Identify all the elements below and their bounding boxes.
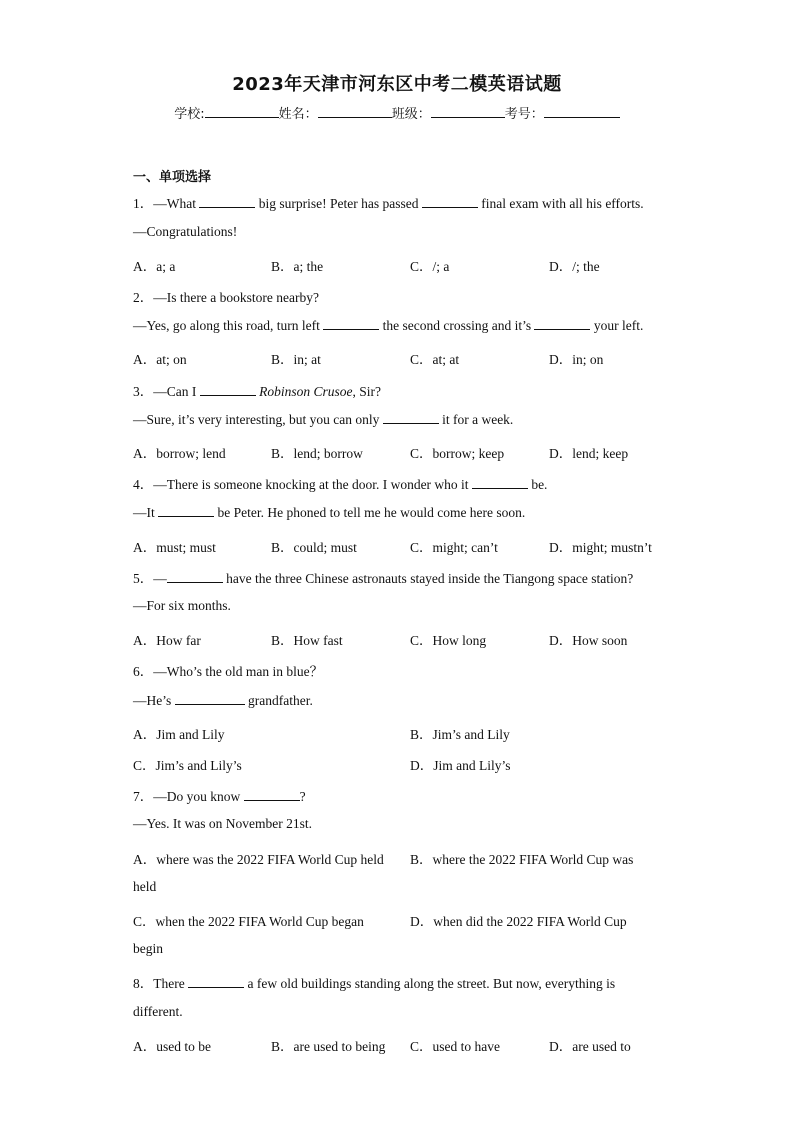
option-d: D．How soon xyxy=(549,633,628,648)
answer-blank xyxy=(188,975,244,988)
option-b: B．lend; borrow xyxy=(271,446,363,461)
question-text: your left. xyxy=(590,318,644,333)
answer-blank xyxy=(200,383,256,396)
option-d: D．are used to xyxy=(549,1039,631,1054)
answer-blank xyxy=(472,476,528,489)
option-c: C．Jim’s and Lily’s xyxy=(133,758,242,773)
option-d: D．lend; keep xyxy=(549,446,629,461)
answer-blank xyxy=(383,411,439,424)
option-b: B．in; at xyxy=(271,352,321,367)
option-c: C．/; a xyxy=(410,259,450,274)
question-text: ? xyxy=(299,789,306,804)
question-text: have the three Chinese astronauts stayed inside the Tiangong space station? xyxy=(222,571,634,586)
option-c: C．at; at xyxy=(410,352,460,367)
option-b: B．could; must xyxy=(271,540,357,555)
question-7 xyxy=(133,785,306,805)
option-c: C．How long xyxy=(410,633,487,648)
number-label: 考号： xyxy=(504,107,544,122)
answer-blank xyxy=(422,195,478,208)
answer-blank xyxy=(167,570,223,583)
option-d: D．/; the xyxy=(549,259,600,274)
page-title: 2023年天津市河东区中考二模英语试题 xyxy=(232,74,562,95)
answer-blank xyxy=(158,504,214,517)
question-3 xyxy=(133,380,381,400)
number-field[interactable] xyxy=(544,104,620,118)
option-a: A．Jim and Lily xyxy=(133,727,225,742)
option-c: C．when the 2022 FIFA World Cup began xyxy=(133,914,364,929)
question-text: grandfather. xyxy=(244,693,313,708)
question-5-reply: —For six months. xyxy=(133,598,231,613)
question-text: 5．— xyxy=(133,571,167,586)
option-b: B．Jim’s and Lily xyxy=(410,727,510,742)
answer-blank xyxy=(175,692,245,705)
option-d: D．Jim and Lily’s xyxy=(410,758,511,773)
question-text: be. xyxy=(527,477,548,492)
option-d: D．when did the 2022 FIFA World Cup xyxy=(410,914,627,929)
question-text: —Yes, go along this road, turn left xyxy=(133,318,324,333)
question-8-continued: different. xyxy=(133,1004,183,1019)
question-text: —He’s xyxy=(133,693,175,708)
option-a: A．used to be xyxy=(133,1039,211,1054)
option-b: B．a; the xyxy=(271,259,324,274)
class-label: 班级： xyxy=(391,107,431,122)
option-b: B．where the 2022 FIFA World Cup was xyxy=(410,852,634,867)
question-8 xyxy=(133,972,615,992)
option-a: A．borrow; lend xyxy=(133,446,226,461)
option-a: A．must; must xyxy=(133,540,216,555)
student-info-line xyxy=(0,103,794,122)
question-1 xyxy=(133,192,644,212)
option-b: B．How fast xyxy=(271,633,343,648)
question-text: a few old buildings standing along the street. But now, everything is xyxy=(244,976,616,991)
question-text: , Sir? xyxy=(352,384,382,399)
section-title: 一、单项选择 xyxy=(133,170,212,185)
school-label: 学校: xyxy=(174,107,205,122)
question-text: 4．—There is someone knocking at the door. I wonder who it xyxy=(133,477,472,492)
question-5 xyxy=(133,567,633,587)
answer-blank xyxy=(244,788,300,801)
question-text: —Sure, it’s very interesting, but you can only xyxy=(133,412,383,427)
book-title: Robinson Crusoe xyxy=(259,384,353,399)
question-6-reply xyxy=(133,692,313,709)
option-a: A．where was the 2022 FIFA World Cup held xyxy=(133,852,384,867)
class-field[interactable] xyxy=(431,104,505,118)
question-6: 6．—Who’s the old man in blue？ xyxy=(133,664,324,679)
question-text: big surprise! Peter has passed xyxy=(255,196,422,211)
question-3-reply xyxy=(133,411,513,428)
option-d-continued: begin xyxy=(133,941,163,956)
question-4-reply xyxy=(133,504,525,521)
school-field[interactable] xyxy=(205,104,279,118)
question-text: final exam with all his efforts. xyxy=(477,196,644,211)
option-c: C．used to have xyxy=(410,1039,500,1054)
question-text: the second crossing and it’s xyxy=(379,318,535,333)
question-text: 8．There xyxy=(133,976,189,991)
question-text: 3．—Can I xyxy=(133,384,200,399)
option-b: B．are used to being xyxy=(271,1039,386,1054)
option-b-continued: held xyxy=(133,879,157,894)
option-a: A．at; on xyxy=(133,352,187,367)
option-c: C．might; can’t xyxy=(410,540,498,555)
question-text: be Peter. He phoned to tell me he would come here soon. xyxy=(214,505,526,520)
question-text: 1．—What xyxy=(133,196,200,211)
question-7-reply: —Yes. It was on November 21st. xyxy=(133,816,312,831)
answer-blank xyxy=(199,195,255,208)
option-c: C．borrow; keep xyxy=(410,446,505,461)
answer-blank xyxy=(534,317,590,330)
name-field[interactable] xyxy=(318,104,392,118)
question-2: 2．—Is there a bookstore nearby? xyxy=(133,290,319,305)
question-text: —It xyxy=(133,505,159,520)
option-a: A．a; a xyxy=(133,259,176,274)
answer-blank xyxy=(323,317,379,330)
question-1-reply: —Congratulations! xyxy=(133,224,238,239)
question-text: it for a week. xyxy=(438,412,514,427)
question-text: 7．—Do you know xyxy=(133,789,244,804)
name-label: 姓名： xyxy=(278,107,318,122)
option-d: D．might; mustn’t xyxy=(549,540,652,555)
question-2-reply xyxy=(133,317,643,334)
option-a: A．How far xyxy=(133,633,201,648)
question-4 xyxy=(133,473,547,493)
option-d: D．in; on xyxy=(549,352,604,367)
